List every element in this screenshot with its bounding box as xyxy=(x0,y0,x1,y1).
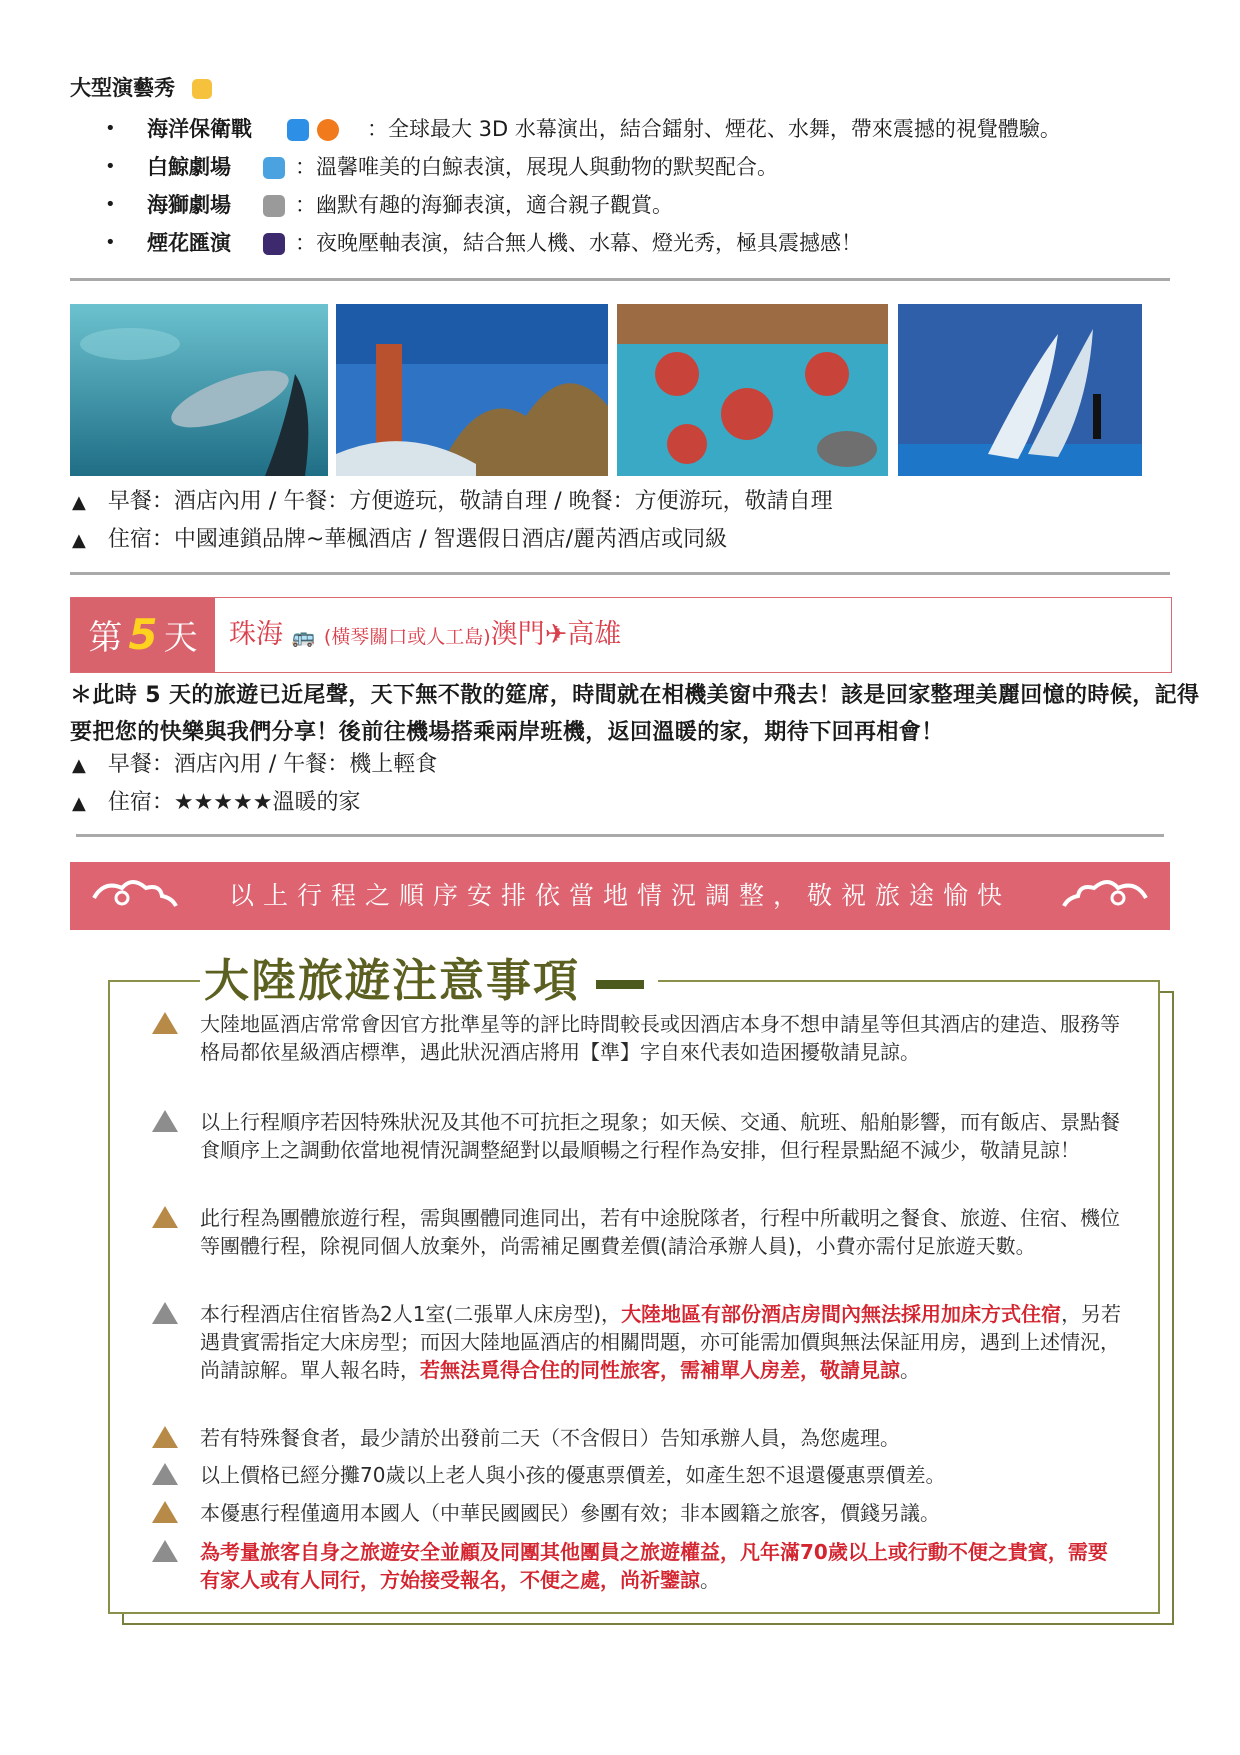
day-number: 5 xyxy=(128,610,158,659)
notice-text: 以上行程順序若因特殊狀況及其他不可抗拒之現象；如天候、交通、航班、船舶影響，而有飯店、景點餐食順序上之調動依當地視情況調整絕對以最順暢之行程作為安排，但行程景點絕不減少，敬請見諒！ xyxy=(200,1110,1120,1162)
triangle-icon xyxy=(152,1463,178,1485)
title-bar xyxy=(596,980,644,989)
show-name: 白鯨劇場 xyxy=(147,155,231,179)
shows-list xyxy=(105,110,1185,262)
notice-item xyxy=(152,1300,1122,1384)
show-icons xyxy=(287,110,347,148)
notice-text: 若有特殊餐食者，最少請於出發前二天（不含假日）告知承辦人員，為您處理。 xyxy=(200,1426,900,1450)
divider xyxy=(70,278,1170,281)
bullet: • xyxy=(105,156,116,177)
notice-part: 。 xyxy=(900,1358,920,1382)
list-item xyxy=(105,110,1185,148)
hotel-text: 住宿：★★★★★溫暖的家 xyxy=(107,790,361,815)
day-suffix: 天 xyxy=(163,618,198,658)
meals-line xyxy=(72,484,833,515)
notice-item xyxy=(152,1010,1122,1066)
seal-icon xyxy=(263,195,285,217)
route-dest: 高雄 xyxy=(567,619,622,650)
notice-text: 大陸地區酒店常常會因官方批準星等的評比時間較長或因酒店本身不想申請星等但其酒店的建造、服務等格局都依星級酒店標準，遇此狀況酒店將用【準】字自來代表如造困擾敬請見諒。 xyxy=(200,1012,1120,1064)
route-note: (橫琴關口或人工島) xyxy=(323,626,491,648)
banner-text: 以上行程之順序安排依當地情況調整，敬祝旅途愉快 xyxy=(228,881,1011,910)
notice-text xyxy=(200,1538,1122,1594)
park-photo xyxy=(336,304,608,476)
marker: ▲ xyxy=(72,530,86,551)
notice-item xyxy=(152,1424,1122,1452)
ride-photo xyxy=(617,304,888,476)
fireworks-icon xyxy=(263,233,285,255)
marker: ▲ xyxy=(72,755,86,776)
marker: ▲ xyxy=(72,492,86,513)
cloud-right-icon xyxy=(1060,876,1152,916)
meals-line xyxy=(72,747,437,778)
meals-text: 早餐：酒店內用 / 午餐：機上輕食 xyxy=(107,752,438,777)
show-desc: ：溫馨唯美的白鯨表演，展現人與動物的默契配合。 xyxy=(295,155,778,179)
shows-title: 大型演藝秀 xyxy=(70,76,175,100)
bus-icon: 🚌 xyxy=(291,626,316,648)
whale-show-photo xyxy=(898,304,1142,476)
notice-warning: 為考量旅客自身之旅遊安全並顧及同團其他團員之旅遊權益，凡年滿70歲以上或行動不便之貴賓，需要有家人或有人同行，方始接受報名，不便之處，尚祈鑒諒 xyxy=(200,1540,1108,1592)
bullet: • xyxy=(105,118,116,139)
meals-text: 早餐：酒店內用 / 午餐：方便遊玩，敬請自理 / 晚餐：方便游玩，敬請自理 xyxy=(107,489,833,514)
show-desc: ：幽默有趣的海獅表演，適合親子觀賞。 xyxy=(295,193,673,217)
show-name: 海獅劇場 xyxy=(147,193,231,217)
notice-title xyxy=(200,944,658,1009)
day5-intro: ＊此時 5 天的旅遊已近尾聲，天下無不散的筵席，時間就在相機美窗中飛去！該是回家整理美麗回憶的時候，記得要把您的快樂與我們分享！後前往機場搭乘兩岸班機，返回溫暖的家，期待下回再相會！ xyxy=(70,683,1200,745)
wave-icon xyxy=(287,119,309,141)
show-icons xyxy=(263,224,293,262)
hotel-text: 住宿：中國連鎖品牌~華楓酒店 / 智選假日酒店/麗芮酒店或同級 xyxy=(107,527,728,552)
triangle-icon xyxy=(152,1302,178,1324)
closing-banner xyxy=(70,862,1170,930)
route-origin: 珠海 xyxy=(229,619,283,650)
notice-warning: 大陸地區有部份酒店房間內無法採用加床方式住宿 xyxy=(621,1302,1062,1326)
triangle-icon xyxy=(152,1012,178,1034)
list-item xyxy=(105,148,1185,186)
show-name: 煙花匯演 xyxy=(147,231,231,255)
list-item xyxy=(105,186,1185,224)
whale-icon xyxy=(263,157,285,179)
notice-text: 本優惠行程僅適用本國人（中華民國國民）參團有效；非本國籍之旅客，價錢另議。 xyxy=(200,1501,940,1525)
bullet: • xyxy=(105,232,116,253)
plane-icon: ✈ xyxy=(544,619,568,650)
notice-part: 。 xyxy=(700,1568,720,1592)
notice-item xyxy=(152,1108,1122,1164)
divider xyxy=(76,834,1164,837)
show-name: 海洋保衛戰 xyxy=(147,117,252,141)
triangle-icon xyxy=(152,1501,178,1523)
notice-text xyxy=(200,1300,1122,1384)
day-header xyxy=(70,597,1172,673)
triangle-icon xyxy=(152,1110,178,1132)
notice-item xyxy=(152,1538,1122,1594)
list-item xyxy=(105,224,1185,262)
notice-warning: 若無法覓得合住的同性旅客，需補單人房差，敬請見諒 xyxy=(420,1358,900,1382)
notice-item xyxy=(152,1461,1122,1489)
day-label xyxy=(71,598,215,672)
show-desc: ：夜晚壓軸表演，結合無人機、水幕、燈光秀，極具震撼感！ xyxy=(295,231,862,255)
shows-heading xyxy=(70,72,220,102)
bullet: • xyxy=(105,194,116,215)
show-icons xyxy=(263,148,293,186)
divider xyxy=(70,572,1170,575)
dolphin-photo xyxy=(70,304,328,476)
day-route xyxy=(229,598,621,672)
day-prefix: 第 xyxy=(88,618,123,658)
theater-masks-icon xyxy=(192,79,212,99)
hotel-line xyxy=(72,522,727,553)
notice-part: 本行程酒店住宿皆為2人1室(二張單人床房型)， xyxy=(200,1302,622,1326)
triangle-icon xyxy=(152,1206,178,1228)
triangle-icon xyxy=(152,1426,178,1448)
notice-item xyxy=(152,1204,1122,1260)
notice-text: 此行程為團體旅遊行程，需與團體同進同出，若有中途脫隊者，行程中所載明之餐食、旅遊、住宿、機位等團體行程，除視同個人放棄外，尚需補足團費差價(請洽承辦人員)，小費亦需付足旅遊天數。 xyxy=(200,1206,1120,1258)
hotel-line xyxy=(72,785,360,816)
notice-item xyxy=(152,1499,1122,1527)
triangle-icon xyxy=(152,1540,178,1562)
notice-text: 以上價格已經分攤70歲以上老人與小孩的優惠票價差，如產生恕不退還優惠票價差。 xyxy=(200,1463,946,1487)
show-icons xyxy=(263,186,293,224)
marker: ▲ xyxy=(72,793,86,814)
show-desc: ：全球最大 3D 水幕演出，結合鐳射、煙花、水舞，帶來震撼的視覺體驗。 xyxy=(367,117,1061,141)
route-mid: 澳門 xyxy=(490,619,545,650)
notice-part: ，另若遇貴賓需指定大床房型；而因大陸地區酒店的相關問題，亦可能需加價與無法保証用房，遇到上述情況，尚請諒解。單人報名時， xyxy=(200,1302,1122,1382)
fire-icon xyxy=(317,119,339,141)
notice-title-text: 大陸旅遊注意事項 xyxy=(204,954,581,1007)
